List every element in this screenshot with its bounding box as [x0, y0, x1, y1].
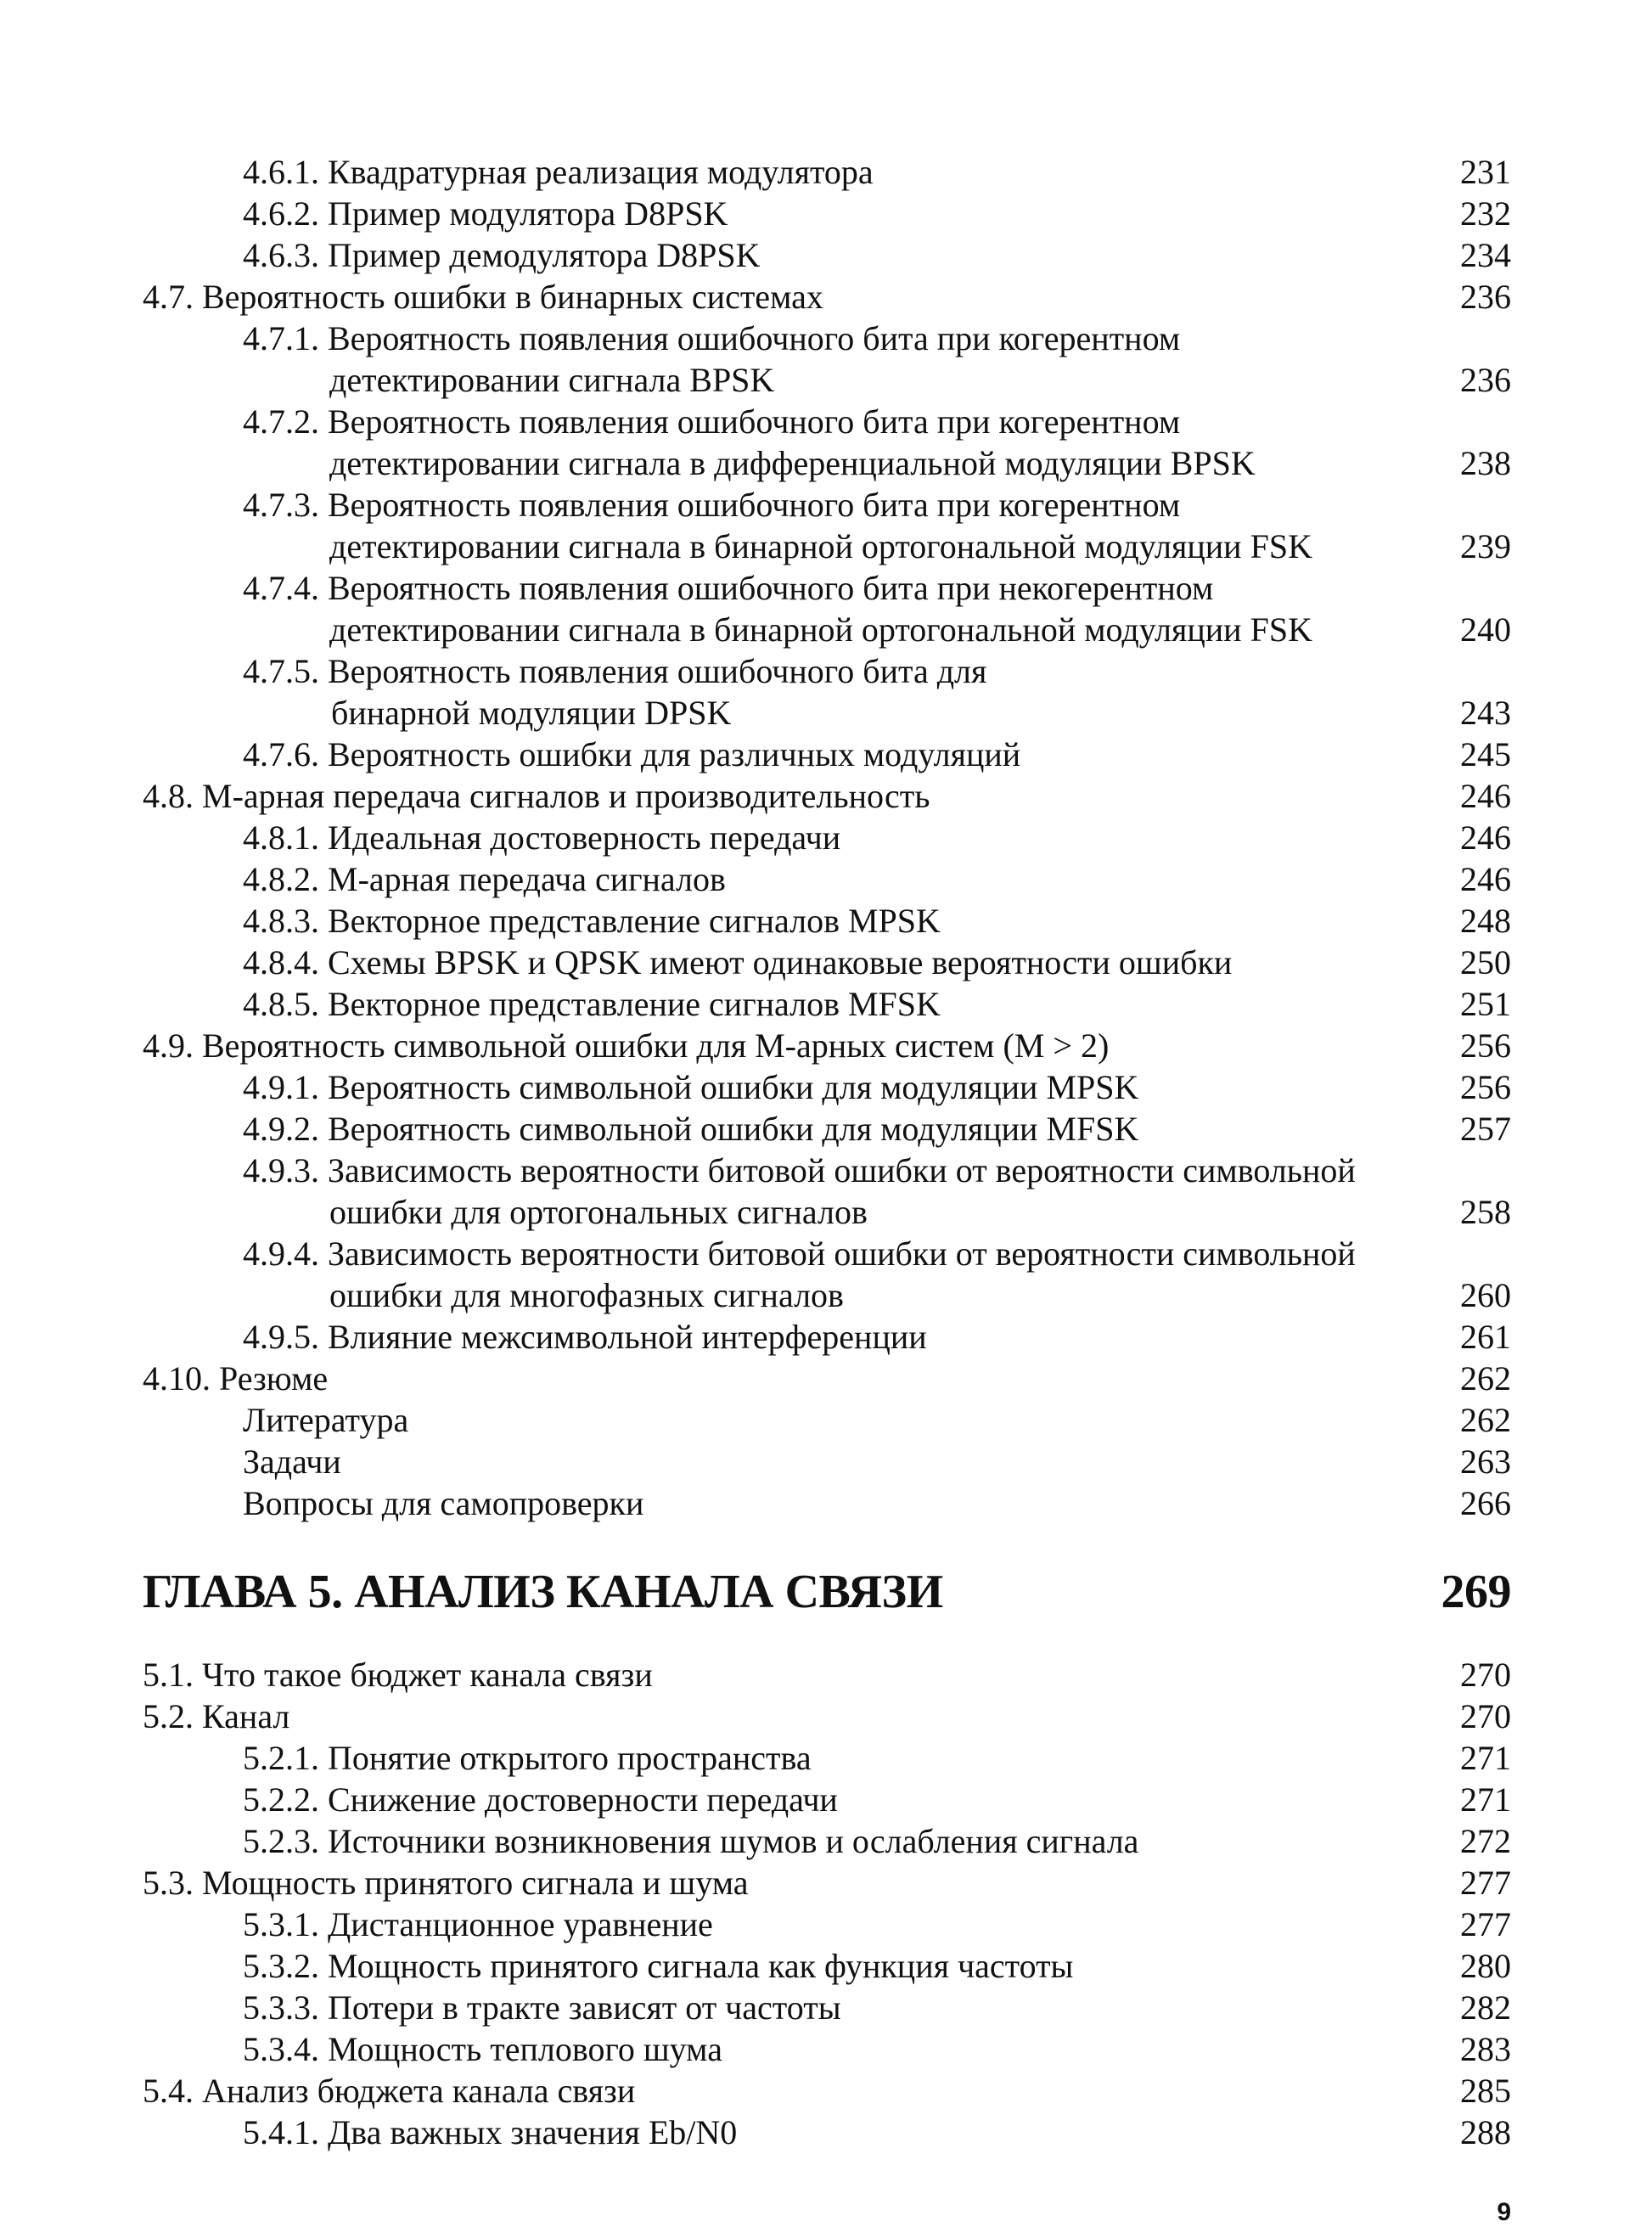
toc-entry: 4.7.2. Вероятность появления ошибочного бита при когерентном детектировании сигнала в дифференциальной модуляции BPSK 238 [243, 402, 1511, 482]
page-number: 270 [1460, 1697, 1511, 1735]
page-number: 285 [1460, 2072, 1511, 2110]
page-number: 262 [1460, 1359, 1511, 1397]
page-number: 246 [1460, 818, 1511, 857]
page-number: 240 [1460, 610, 1511, 649]
toc-section-entry: 5.4. Анализ бюджета канала связи 285 [143, 2072, 1511, 2110]
toc-entry: 4.8.1. Идеальная достоверность передачи 246 [243, 818, 1511, 857]
toc-entry: 5.3.3. Потери в тракте зависят от частоты 282 [243, 1988, 1511, 2027]
chapter-heading [143, 1562, 1511, 1622]
toc-entry: 4.9.1. Вероятность символьной ошибки для модуляции MPSK 256 [243, 1068, 1511, 1106]
page-number: 277 [1460, 1864, 1511, 1902]
toc-entry: 4.7.6. Вероятность ошибки для различных модуляций 245 [243, 735, 1511, 773]
toc-entry: 4.9.2. Вероятность символьной ошибки для модуляции MFSK 257 [243, 1110, 1511, 1148]
toc-entry: Задачи 263 [243, 1442, 1511, 1481]
page-number: 248 [1460, 902, 1511, 940]
toc-entry: 4.8.3. Векторное представление сигналов MPSK 248 [243, 902, 1511, 940]
toc-block-chapter-5 [143, 1654, 1511, 2153]
page-number: 236 [1460, 278, 1511, 316]
page-number: 250 [1460, 943, 1511, 981]
toc-entry: 4.9.4. Зависимость вероятности битовой ошибки от вероятности символьной ошибки для многофазных сигналов 260 [243, 1234, 1511, 1314]
page-number: 232 [1460, 194, 1511, 233]
page-number: 245 [1460, 735, 1511, 773]
page-folio: 9 [1497, 2198, 1511, 2226]
toc-entry: 4.6.3. Пример демодулятора D8PSK 234 [243, 236, 1511, 274]
toc-entry: 4.6.2. Пример модулятора D8PSK 232 [243, 194, 1511, 233]
toc-entry: Вопросы для самопроверки 266 [243, 1484, 1511, 1522]
page-number: 236 [1460, 361, 1511, 399]
toc-section-entry: 4.8. M-арная передача сигналов и производительность 246 [143, 777, 1511, 815]
toc-section-entry: 5.2. Канал 270 [143, 1697, 1511, 1735]
toc-entry: 4.7.4. Вероятность появления ошибочного бита при некогерентном детектировании сигнала в бинарной ортогональной модуляции FSK 240 [243, 569, 1511, 649]
toc-section-entry: 4.7. Вероятность ошибки в бинарных системах 236 [143, 278, 1511, 316]
toc-entry: 5.2.1. Понятие открытого пространства 271 [243, 1739, 1511, 1777]
page-number: 272 [1460, 1822, 1511, 1860]
toc-entry: 4.9.5. Влияние межсимвольной интерференции 261 [243, 1318, 1511, 1356]
page-number: 271 [1460, 1739, 1511, 1777]
toc-entry: 4.8.2. M-арная передача сигналов 246 [243, 860, 1511, 898]
page-number: 263 [1460, 1442, 1511, 1481]
chapter-page-number: 269 [1441, 1566, 1511, 1618]
page-number: 280 [1460, 1947, 1511, 1985]
toc-entry: 5.2.3. Источники возникновения шумов и ослабления сигнала 272 [243, 1822, 1511, 1860]
page-number: 246 [1460, 777, 1511, 815]
toc-entry: Литература 262 [243, 1401, 1511, 1439]
page-number: 246 [1460, 860, 1511, 898]
toc-section-entry: 5.1. Что такое бюджет канала связи 270 [143, 1656, 1511, 1694]
page-number: 288 [1460, 2113, 1511, 2151]
page-number: 231 [1460, 153, 1511, 191]
page-number: 283 [1460, 2030, 1511, 2068]
page-number: 257 [1460, 1110, 1511, 1148]
page-number: 243 [1460, 694, 1511, 732]
toc-entry: 5.2.2. Снижение достоверности передачи 271 [243, 1780, 1511, 1819]
toc-entry: 4.7.5. Вероятность появления ошибочного бита для бинарной модуляции DPSK 243 [243, 652, 1511, 732]
toc-entry: 4.8.4. Схемы BPSK и QPSK имеют одинаковые вероятности ошибки 250 [243, 943, 1511, 981]
toc-section-entry: 4.10. Резюме 262 [143, 1359, 1511, 1397]
page-number: 256 [1460, 1068, 1511, 1106]
page-number: 239 [1460, 527, 1511, 565]
toc-entry: 5.3.4. Мощность теплового шума 283 [243, 2030, 1511, 2068]
chapter-title: ГЛАВА 5. АНАЛИЗ КАНАЛА СВЯЗИ [143, 1566, 943, 1618]
page-number: 277 [1460, 1905, 1511, 1943]
toc-entry: 4.6.1. Квадратурная реализация модулятора 231 [243, 153, 1511, 191]
page-number: 282 [1460, 1988, 1511, 2027]
page-number: 260 [1460, 1276, 1511, 1314]
page-number: 270 [1460, 1656, 1511, 1694]
toc-entry: 5.3.2. Мощность принятого сигнала как функция частоты 280 [243, 1947, 1511, 1985]
toc-entry: 4.9.3. Зависимость вероятности битовой ошибки от вероятности символьной ошибки для ортогональных сигналов 258 [243, 1151, 1511, 1231]
toc-entry: 4.7.3. Вероятность появления ошибочного бита при когерентном детектировании сигнала в бинарной ортогональной модуляции FSK 239 [243, 486, 1511, 565]
toc-section-entry: 4.9. Вероятность символьной ошибки для M-арных систем (M > 2) 256 [143, 1026, 1511, 1065]
toc-entry: 4.8.5. Векторное представление сигналов MFSK 251 [243, 985, 1511, 1023]
toc-entry: 4.7.1. Вероятность появления ошибочного бита при когерентном детектировании сигнала BPSK 236 [243, 319, 1511, 399]
toc-entry: 5.3.1. Дистанционное уравнение 277 [243, 1905, 1511, 1943]
page-number: 266 [1460, 1484, 1511, 1522]
page-number: 256 [1460, 1026, 1511, 1065]
toc-block-chapter-4 [143, 151, 1511, 1524]
page-number: 262 [1460, 1401, 1511, 1439]
page-number: 258 [1460, 1193, 1511, 1231]
page-number: 251 [1460, 985, 1511, 1023]
toc-section-entry: 5.3. Мощность принятого сигнала и шума 277 [143, 1864, 1511, 1902]
toc-entry: 5.4.1. Два важных значения Eb/N0 288 [243, 2113, 1511, 2151]
page-number: 271 [1460, 1780, 1511, 1819]
page-number: 234 [1460, 236, 1511, 274]
page-number: 238 [1460, 444, 1511, 482]
page-number: 261 [1460, 1318, 1511, 1356]
